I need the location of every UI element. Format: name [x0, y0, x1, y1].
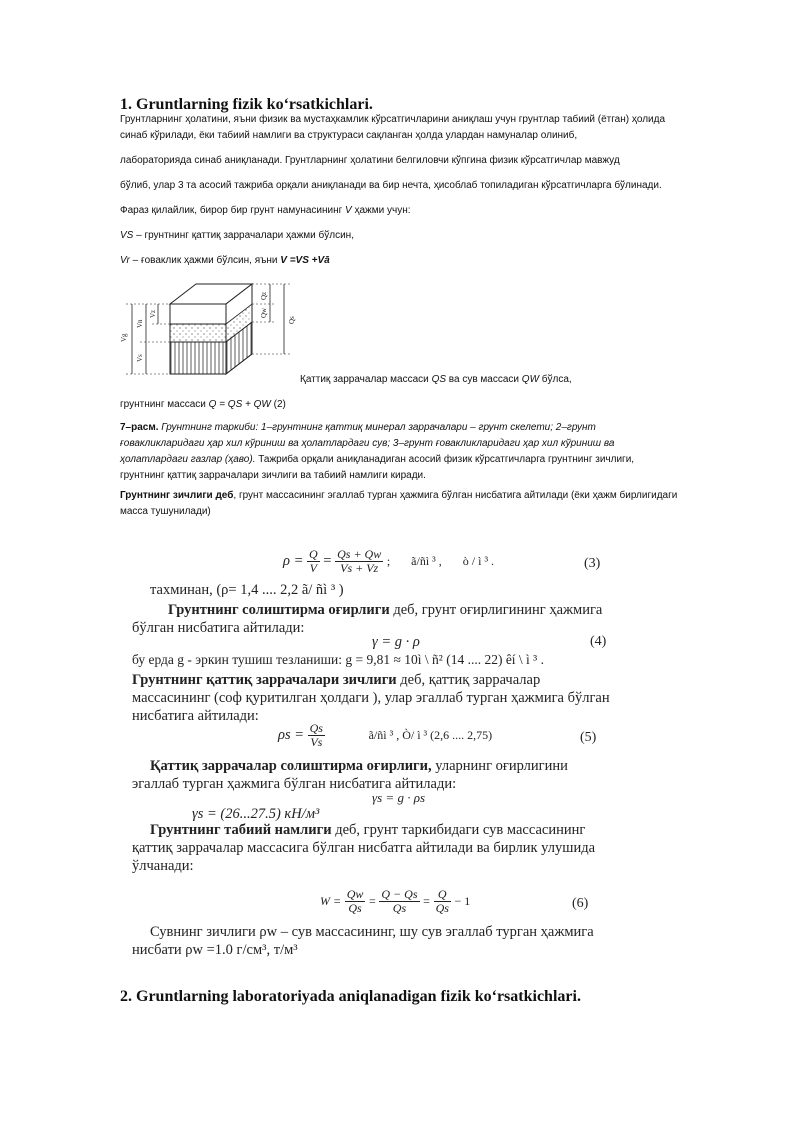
mass-formula-line — [120, 397, 680, 413]
fraction: $\frac{Qs + Qw}{Vs + Vz}$ — [337, 547, 382, 575]
approx-line: тахминан, (ρ= 1,4 .... 2,2 ã/ ñì ³ ) — [150, 582, 344, 598]
term: Грунтнинг қаттиқ заррачалари зичлиги — [132, 672, 397, 688]
formula-lhs: W = — [320, 893, 342, 908]
paragraph-text: ҳажми учун: — [351, 205, 411, 216]
vr-variable: Vr — [120, 255, 130, 266]
section-heading-2: 2. Gruntlarning laboratoriyada aniqlanadigan fizik ko‘rsatkichlari. — [120, 988, 581, 1005]
svg-text:Qw: Qw — [260, 307, 268, 318]
formula-gamma-s-value: γs = (26...27.5) кН/м³ — [192, 806, 320, 822]
solid-weight-line — [150, 758, 568, 775]
paragraph-line: Грунтларнинг ҳолатини, яъни физик ва мустаҳкамлик кўрсатгичларини аниқлаш учун грунтлар табиий (ётган) ҳолида — [120, 114, 666, 125]
text-line: ўлчанади: — [132, 858, 194, 874]
paragraph: бўлиб, улар 3 та асосий тажриба орқали аниқланади ва бир нечта, ҳисоблаб топиладиган кўрсатгичларга бўлинади. — [120, 180, 662, 191]
solid-density-line — [132, 672, 540, 689]
caption-text: Қаттиқ заррачалар массаси — [300, 374, 432, 385]
term: Қаттиқ заррачалар солиштирма оғирлиги, — [150, 758, 432, 774]
paragraph-text: Фараз қилайлик, бирор бир грунт намунасининг — [120, 205, 346, 216]
equals-sign: = — [369, 893, 376, 908]
paragraph: лабораторияда синаб аниқланади. Грунтларнинг ҳолатини белгиловчи кўпгина физик кўрсатгичлар мавжуд — [120, 155, 620, 166]
section-heading-1: 1. Gruntlarning fizik ko‘rsatkichlari. — [120, 96, 373, 113]
definition-text: – грунтнинг қаттиқ заррачалари ҳажми бўлсин, — [133, 230, 354, 241]
volume-formula: V =VS +Vā — [280, 255, 330, 266]
vs-variable: VS — [120, 230, 134, 241]
units: ; ã/ñì ³ , ò / ì ³ . — [386, 553, 495, 568]
text: деб, қаттиқ заррачалар — [396, 672, 541, 688]
equation-number: (4) — [590, 634, 607, 649]
definition-text: – ғоваклик ҳажми бўлсин, яъни — [129, 255, 281, 266]
text-line: бўлган нисбатига айтилади: — [132, 620, 305, 636]
equation-number: (6) — [572, 896, 589, 911]
formula-tail: − 1 — [454, 893, 471, 908]
formula-gamma-s: γs = g · ρs — [372, 790, 426, 805]
figure-7-caption — [120, 420, 680, 484]
moisture-line — [150, 822, 585, 839]
fraction: $\frac{Qs}{Vs}$ — [309, 721, 323, 749]
svg-text:Vz: Vz — [149, 309, 157, 318]
equals-sign: = — [323, 552, 332, 569]
text: уларнинг оғирлигини — [431, 758, 568, 774]
mass-formula: Q = QS + QW — [208, 399, 271, 410]
formula-3 — [283, 548, 494, 575]
paragraph-line: синаб кўрилади, ёки табиий намлиги ва структураси сақланган ҳолда улардан намуналар олиниб, — [120, 130, 578, 141]
paragraph-text: Тажриба орқали аниқланадиган асосий физик кўрсатгичларга грунтнинг зичлиги, грунтнинг қаттиқ заррачалари зичлиги ва табиий намлиги киради. — [120, 454, 635, 481]
text-line: эгаллаб турган ҳажмига бўлган нисбатига айтилади: — [132, 776, 457, 792]
equation-number: (3) — [584, 556, 601, 571]
definition-vs — [120, 228, 680, 244]
density-term: Грунтнинг зичлиги деб — [120, 490, 234, 501]
svg-text:Qs: Qs — [288, 316, 296, 324]
fraction: $\frac{Q}{Qs}$ — [435, 887, 449, 915]
text-line: массасининг (соф қуритилган ҳолдаги ), улар эгаллаб турган ҳажмига бўлган — [132, 690, 610, 706]
soil-composition-figure — [118, 278, 308, 378]
scanned-formula-block — [128, 540, 628, 960]
text: деб, грунт оғирлигининг ҳажмига — [389, 602, 603, 618]
specific-weight-line — [168, 602, 602, 619]
fraction: $\frac{Q - Qs}{Qs}$ — [381, 887, 418, 915]
density-text: , грунт массасининг эгаллаб турган ҳажмига бўлган нисбатига айтилади (ёки ҳажм бирлигидаги масса тушунилади) — [120, 490, 678, 517]
formula-5 — [278, 722, 492, 749]
formula-lhs: ρs = — [278, 726, 305, 743]
equals-sign: = — [423, 893, 430, 908]
qs-variable: QS — [431, 374, 447, 385]
text-line: нисбатига айтилади: — [132, 708, 259, 724]
mass-text: грунтнинг массаси — [120, 399, 209, 410]
water-density-line: Сувнинг зичлиги ρw – сув массасининг, шу сув эгаллаб турган ҳажмига — [150, 924, 594, 940]
caption-text: ва сув массаси — [446, 374, 522, 385]
formula-4: γ = g · ρ — [372, 634, 420, 650]
definition-vr — [120, 253, 680, 269]
caption-text: бўлса, — [539, 374, 572, 385]
svg-text:Vg: Vg — [120, 333, 128, 342]
formula-lhs: ρ = — [283, 552, 304, 569]
water-density-line: нисбати ρw =1.0 г/см³, т/м³ — [132, 942, 298, 958]
volume-variable: V — [345, 205, 352, 216]
figure-label: 7–расм. — [120, 422, 159, 433]
figure-caption — [300, 372, 572, 388]
fraction: $\frac{Q}{V}$ — [309, 547, 318, 575]
equation-number: (5) — [580, 730, 597, 745]
units: ã/ñì ³ , Ò/ ì ³ (2,6 .... 2,75) — [368, 727, 493, 742]
svg-text:Qz: Qz — [260, 291, 268, 300]
svg-text:Vn: Vn — [136, 319, 144, 328]
term: Грунтнинг солиштирма оғирлиги — [168, 602, 390, 618]
svg-text:Vs: Vs — [136, 354, 144, 362]
qw-variable: QW — [521, 374, 540, 385]
fraction: $\frac{Qw}{Qs}$ — [346, 887, 364, 915]
formula-6 — [320, 888, 470, 915]
gravity-line: бу ерда g - эркин тушиш тезланиши: g = 9,81 ≈ 10ì \ ñ² (14 .... 22) êí \ ì ³ . — [132, 652, 544, 667]
text-line: қаттиқ заррачалар массасига бўлган нисбатга айтилади ва бирлик улушида — [132, 840, 596, 856]
paragraph — [120, 203, 680, 219]
density-definition — [120, 488, 680, 520]
text: деб, грунт таркибидаги сув массасининг — [331, 822, 586, 838]
term: Грунтнинг табиий намлиги — [150, 822, 332, 838]
figure-description: Грунтнинг таркиби: 1–грунтнинг қаттиқ минерал заррачалари – грунт скелети; 2–грунт ғовакликларидаги ҳар хил кўриниш ва ҳолатлардаги сув; 3–грунт ғовакликларидаги ҳар хил кўриниш ва ҳолатлардаги газлар (ҳаво). — [120, 422, 615, 465]
equation-number: (2) — [270, 399, 286, 410]
